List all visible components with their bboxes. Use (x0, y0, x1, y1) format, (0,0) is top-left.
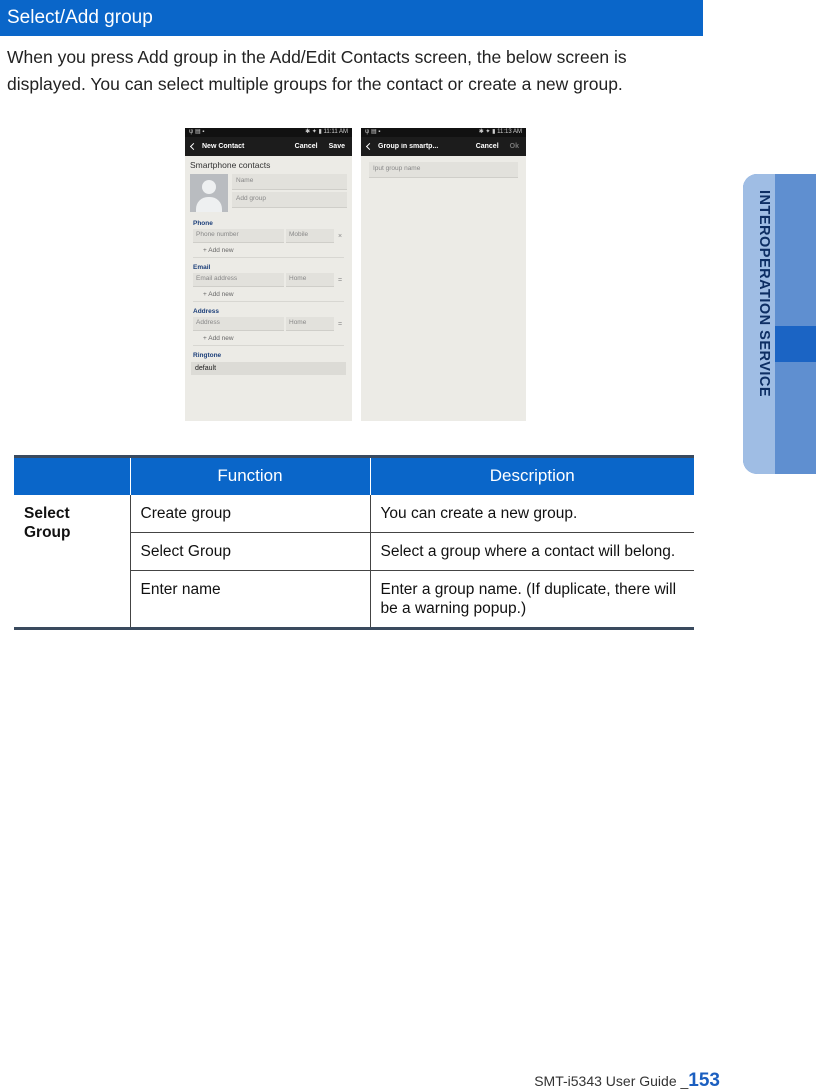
page-number: 153 (688, 1070, 720, 1091)
description-cell: You can create a new group. (370, 495, 694, 533)
status-right: ✱ ✦ ▮ 11:11 AM (305, 129, 348, 135)
account-heading: Smartphone contacts (190, 160, 271, 170)
cancel-button[interactable]: Cancel (475, 143, 499, 150)
remove-icon[interactable]: = (337, 276, 343, 284)
section-title: Select/Add group (0, 0, 703, 36)
cancel-button[interactable]: Cancel (294, 143, 318, 150)
header-blank (14, 457, 130, 495)
description-cell: Select a group where a contact will belong. (370, 532, 694, 570)
new-contact-screenshot (185, 128, 352, 421)
back-icon[interactable] (189, 142, 197, 151)
add-new-phone[interactable]: + Add new (193, 244, 344, 258)
ringtone-value[interactable]: default (191, 362, 346, 375)
add-group-field[interactable]: Add group (232, 192, 347, 208)
phone-type-select[interactable]: Mobile (286, 229, 334, 243)
remove-icon[interactable]: × (337, 232, 343, 240)
add-new-address[interactable]: + Add new (193, 332, 344, 346)
header-function: Function (130, 457, 370, 495)
phone-field[interactable]: Phone number (193, 229, 284, 243)
function-table (14, 455, 694, 630)
table-header-row (14, 457, 694, 495)
email-label: Email (193, 264, 211, 271)
email-type-select[interactable]: Home (286, 273, 334, 287)
remove-icon[interactable]: = (337, 320, 343, 328)
description-cell: Enter a group name. (If duplicate, there will be a warning popup.) (370, 570, 694, 628)
email-field[interactable]: Email address (193, 273, 284, 287)
screen-title: Group in smartp... (378, 143, 439, 150)
address-type-select[interactable]: Home (286, 317, 334, 331)
ok-button[interactable]: Ok (509, 143, 519, 150)
save-button[interactable]: Save (328, 143, 345, 150)
page-footer (534, 1070, 720, 1092)
header-description: Description (370, 457, 694, 495)
ringtone-label: Ringtone (193, 352, 222, 359)
screen-title: New Contact (202, 143, 245, 150)
group-cell: Select Group (14, 495, 130, 629)
guide-name: SMT-i5343 User Guide _ (534, 1073, 689, 1089)
status-left: ψ ▤ ▪ (189, 129, 205, 135)
address-field[interactable]: Address (193, 317, 284, 331)
function-cell: Select Group (130, 532, 370, 570)
function-cell: Enter name (130, 570, 370, 628)
action-bar (185, 137, 352, 156)
chapter-marker (775, 326, 816, 362)
group-screenshot (361, 128, 526, 421)
add-new-email[interactable]: + Add new (193, 288, 344, 302)
name-field[interactable]: Name (232, 174, 347, 190)
avatar[interactable] (190, 174, 228, 212)
function-cell: Create group (130, 495, 370, 533)
phone-label: Phone (193, 220, 213, 227)
action-bar (361, 137, 526, 156)
status-right: ✱ ✦ ▮ 11:13 AM (478, 129, 522, 135)
intro-paragraph: When you press Add group in the Add/Edit Contacts screen, the below screen is displayed. You can select multiple groups for the contact or create a new group. (7, 47, 627, 94)
group-name-input[interactable]: Iput group name (369, 162, 518, 178)
status-bar (361, 128, 526, 137)
table-row (14, 495, 694, 533)
status-left: ψ ▤ ▪ (365, 129, 381, 135)
chapter-label: INTEROPERATION SERVICE (756, 190, 772, 398)
status-bar (185, 128, 352, 137)
address-label: Address (193, 308, 220, 315)
back-icon[interactable] (365, 142, 373, 151)
